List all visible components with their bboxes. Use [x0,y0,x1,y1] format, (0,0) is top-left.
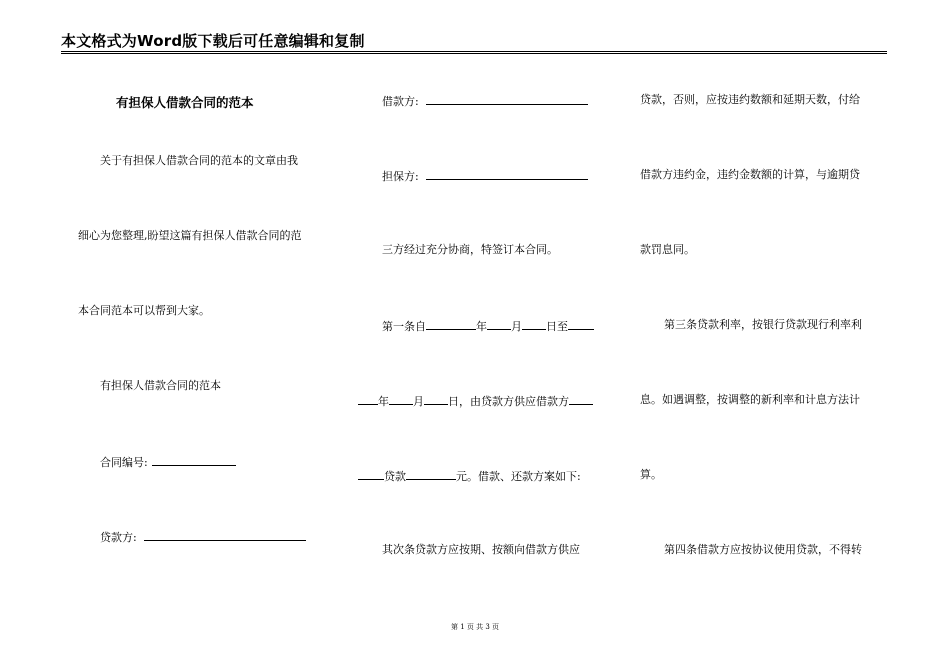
loan-char: 贷款 [384,470,406,483]
article1-middle: 日，由贷款方供应借款方 [448,395,569,408]
end-year-blank [358,393,378,405]
borrower-row [382,93,588,109]
header-title: 本文格式为Word版下载后可任意编辑和复制 [61,32,365,50]
col3-line-3: 款罚息同。 [640,243,695,256]
article1-start: 第一条自 [382,320,426,333]
amount-blank [406,468,456,480]
borrower-label: 借款方: [382,95,419,108]
article4-line-1: 第四条借款方应按协议使用贷款，不得转 [664,543,862,556]
start-year-blank [426,318,476,330]
end-year-blank-part [568,318,594,330]
borrower-supply-blank [569,393,593,405]
contract-subtitle: 有担保人借款合同的范本 [100,379,221,392]
month-char: 月 [511,320,522,333]
intro-line-1: 关于有担保人借款合同的范本的文章由我 [100,154,298,167]
guarantor-label: 担保方: [382,170,419,183]
intro-line-3: 本合同范本可以帮到大家。 [78,304,210,317]
contract-number-blank [152,454,236,466]
borrower-blank [426,93,588,105]
agreement-line: 三方经过充分协商，特签订本合同。 [382,243,558,256]
lender-label: 贷款方: [100,531,137,544]
col3-line-1: 贷款，否则，应按违约数额和延期天数，付给 [640,93,860,106]
end-day-blank [424,393,448,405]
month-char-2: 月 [413,395,424,408]
year-char-2: 年 [378,395,389,408]
col3-line-2: 借款方违约金，违约金数额的计算，与逾期贷 [640,168,860,181]
loan-type-blank [358,468,384,480]
contract-number-row [100,454,236,470]
article3-line-2: 息。如遇调整，按调整的新利率和计息方法计 [640,393,860,406]
article2-line-1: 其次条贷款方应按期、按额向借款方供应 [382,543,580,556]
end-month-blank [389,393,413,405]
article3-line-3: 算。 [640,468,662,481]
day-to-char: 日至 [546,320,568,333]
start-month-blank [487,318,511,330]
article1-line-2 [358,393,593,409]
article3-line-1: 第三条贷款利率，按银行贷款现行利率利 [664,318,862,331]
header-rule-bottom [61,53,887,54]
guarantor-row [382,168,588,184]
guarantor-blank [426,168,588,180]
lender-row [100,529,306,545]
article1-end: 元。借款、还款方案如下: [456,470,581,483]
contract-number-label: 合同编号: [100,456,148,469]
page-footer: 第 1 页 共 3 页 [450,623,500,631]
article1-line-3 [358,468,581,484]
document-title: 有担保人借款合同的范本 [116,95,254,110]
header-rule-top [61,51,887,52]
article1-line-1 [382,318,594,334]
lender-blank [144,529,306,541]
start-day-blank [522,318,546,330]
year-char: 年 [476,320,487,333]
intro-line-2: 细心为您整理,盼望这篇有担保人借款合同的范 [78,229,302,242]
